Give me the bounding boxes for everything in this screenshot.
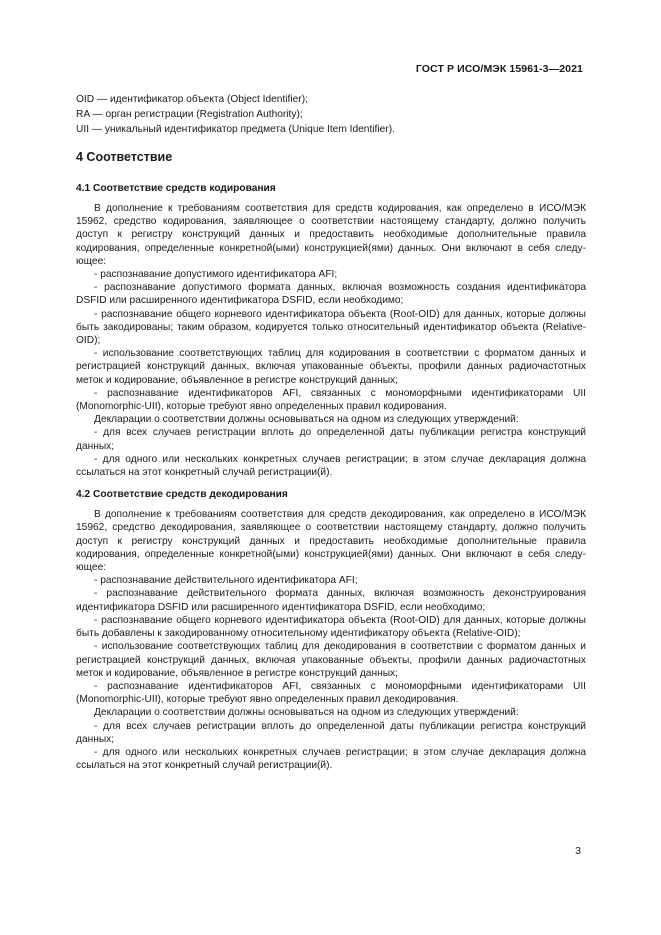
list-item: - для всех случаев регистрации вплоть до определенной даты публикации регистра конструкций данных; <box>76 427 586 452</box>
list-item: - для всех случаев регистрации вплоть до определенной даты публикации регистра конструкций данных; <box>76 720 586 745</box>
subsection-4-2 <box>76 488 586 772</box>
list-item: - распознавание идентификаторов AFI, связанных с мономорфными идентификаторами UII (Monomorphic-UII), которые требуют явно определенных правил декодирования. <box>76 680 586 706</box>
list-item: - для одного или нескольких конкретных случаев регистрации; в этом случае декларация должна ссылаться на этот конкретный случай регистрации(й). <box>76 453 586 479</box>
section-4 <box>76 150 586 781</box>
list-item: - распознавание действительного идентификатора AFI; <box>94 575 358 587</box>
definition-ra: RA — орган регистрации (Registration Authority); <box>76 109 303 121</box>
paragraph: В дополнение к требованиям соответствия для средств декодирования, как определено в ИСО/МЭК 15962, средство декодирования, заявляющее о соответствии настоящему стандарту, должно получить доступ к регистру конструкций данных и предоставить необходимые дополнительные правила кодирования, определенные конкретной(ыми) конструкцией(ями) данных. Они включают в себя следующее: <box>76 509 586 574</box>
list-item: - распознавание допустимого формата данных, включая возможность создания идентификатора DSFID или расширенного идентификатора DSFID, если необходимо; <box>76 282 586 307</box>
subsection-title: 4.2 Соответствие средств декодирования <box>76 489 288 501</box>
subsection-4-1 <box>76 182 586 479</box>
list-item: - использование соответствующих таблиц для декодирования в соответствии с форматом данных и регистрацией конструкций данных, включая упакованные объекты, профили данных радиочастотных меток и кодирование, объявленное в регистре конструкций данных; <box>76 641 586 679</box>
paragraph: В дополнение к требованиям соответствия для средств кодирования, как определено в ИСО/МЭК 15962, средство кодирования, заявляющее о соответствии настоящему стандарту, должно получить доступ к регистру конструкций данных и предоставить необходимые дополнительные правила кодирования, определенные конкретной(ыми) конструкцией(ями) данных. Они включают в себя следующее: <box>76 203 586 267</box>
list-item: - распознавание общего корневого идентификатора объекта (Root-OID) для данных, которые должны быть добавлены к закодированному относительному идентификатору объекта (Relative-OID); <box>76 614 586 640</box>
list-item: - распознавание допустимого идентификатора AFI; <box>94 269 338 281</box>
paragraph: Декларации о соответствии должны основываться на одном из следующих утверждений: <box>94 414 519 426</box>
list-item: - использование соответствующих таблиц для кодирования в соответствии с форматом данных и регистрацией конструкций данных, включая упакованные объекты, профили данных радиочастотных меток и кодирование, объявленное в регистре конструкций данных; <box>76 348 586 386</box>
page-number: 3 <box>575 845 581 857</box>
list-item: - распознавание идентификаторов AFI, связанных с мономорфными идентификаторами UII (Monomorphic-UII), которые требуют явно определенных правил кодирования. <box>76 387 586 413</box>
subsection-title: 4.1 Соответствие средств кодирования <box>76 183 276 194</box>
list-item: - для одного или нескольких конкретных случаев регистрации; в этом случае декларация должна ссылаться на этот конкретный случай регистрации(й). <box>76 746 586 772</box>
section-title: 4 Соответствие <box>76 150 173 164</box>
definition-oid: OID — идентификатор объекта (Object Identifier); <box>76 94 308 105</box>
abbreviations-list <box>76 92 586 138</box>
list-item: - распознавание общего корневого идентификатора объекта (Root-OID) для данных, которые должны быть закодированы; таким образом, кодируется только относительный идентификатор объекта (Relative-OID); <box>76 308 586 347</box>
definition-uii: UII — уникальный идентификатор предмета (Unique Item Identifier). <box>76 124 395 136</box>
paragraph: Декларации о соответствии должны основываться на одном из следующих утверждений: <box>94 707 519 719</box>
list-item: - распознавание действительного формата данных, включая возможность деконструирования идентификатора DSFID или расширенного идентификатора DSFID, если необходимо; <box>76 588 586 613</box>
standard-header: ГОСТ Р ИСО/МЭК 15961-3—2021 <box>415 63 583 75</box>
